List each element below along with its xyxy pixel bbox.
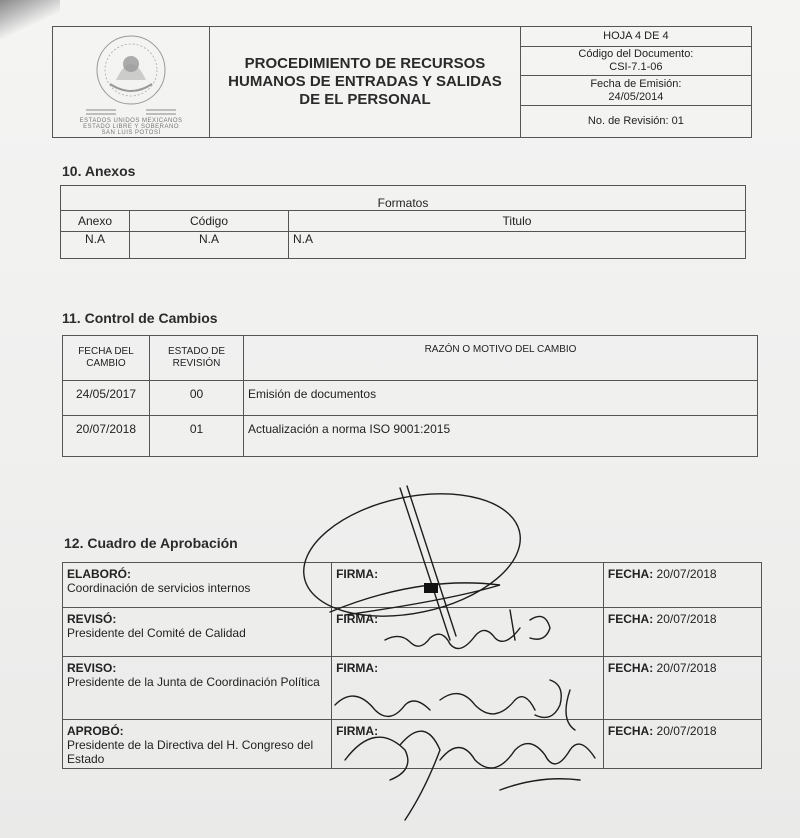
fecha-value: 20/07/2018 [656,724,717,738]
col-fecha-line-1: FECHA DEL [78,346,134,357]
fecha-cell [603,563,761,608]
role-cell [63,720,332,769]
col-codigo: Código [130,211,289,232]
logo-cell [53,27,210,138]
title-line-3: DE EL PERSONAL [299,91,431,108]
row-estado: 00 [150,381,244,416]
table-row [63,720,762,769]
row-razon: Actualización a norma ISO 9001:2015 [244,416,758,457]
fecha-value: 20/07/2018 [656,661,717,675]
table-row [63,608,762,657]
col-estado-line-2: REVISIÓN [172,358,221,369]
anexos-table [60,185,746,259]
document-code-value: CSI-7.1-06 [609,60,663,73]
col-fecha-line-2: CAMBIO [86,358,126,369]
codigo-value: N.A [130,232,289,259]
firma-cell [332,720,604,769]
fecha-value: 20/07/2018 [656,567,717,581]
issue-date-value: 24/05/2014 [608,90,664,103]
fecha-value: 20/07/2018 [656,612,717,626]
document-header [52,26,752,138]
firma-label: FIRMA: [336,612,379,626]
role-person: Coordinación de servicios internos [67,581,251,595]
document-code [520,46,751,76]
firma-cell [332,563,604,608]
page-corner-shadow [0,0,60,40]
col-estado-line-1: ESTADO DE [167,346,226,357]
section-aprobacion-title: 12. Cuadro de Aprobación [64,535,238,551]
col-titulo: Titulo [289,211,746,232]
role-person: Presidente de la Junta de Coordinación Política [67,675,320,689]
seal-text-bottom-1: ESTADO LIBRE Y SOBERANO [83,124,180,130]
fecha-cell [603,608,761,657]
role-label: APROBÓ: [67,724,124,738]
role-person: Presidente del Comité de Calidad [67,626,246,640]
firma-label: FIRMA: [336,724,379,738]
document-code-label: Código del Documento: [578,47,694,60]
section-cambios-title: 11. Control de Cambios [62,310,218,326]
fecha-cell [603,720,761,769]
firma-cell [332,608,604,657]
aprobacion-table [62,562,762,769]
coat-of-arms-seal-icon [76,28,186,118]
titulo-value: N.A [289,232,746,259]
table-row [63,381,758,416]
document-title [210,27,521,138]
firma-label: FIRMA: [336,567,379,581]
title-line-1: PROCEDIMIENTO DE RECURSOS [244,55,486,72]
sheet-number: HOJA 4 DE 4 [520,27,751,47]
seal-text-top: ESTADOS UNIDOS MEXICANOS [79,118,183,124]
cambios-table [62,335,758,457]
row-estado: 01 [150,416,244,457]
revision-number: No. de Revisión: 01 [520,106,751,138]
firma-cell [332,657,604,720]
role-label: REVISO: [67,661,117,675]
issue-date [520,76,751,106]
section-anexos-title: 10. Anexos [62,163,136,179]
row-fecha: 20/07/2018 [63,416,150,457]
fecha-label: FECHA: [607,724,654,738]
role-label: REVISÓ: [67,612,117,626]
firma-label: FIRMA: [336,661,379,675]
fecha-label: FECHA: [607,612,654,626]
issue-date-label: Fecha de Emisión: [590,77,682,90]
role-cell [63,657,332,720]
col-anexo: Anexo [61,211,130,232]
title-line-2: HUMANOS DE ENTRADAS Y SALIDAS [228,73,502,90]
row-fecha: 24/05/2017 [63,381,150,416]
col-razon: RAZÓN O MOTIVO DEL CAMBIO [244,336,758,381]
role-cell [63,608,332,657]
seal-text-bottom-2: SAN LUIS POTOSÍ [101,130,161,136]
anexo-value: N.A [61,232,130,259]
role-label: ELABORÓ: [67,567,131,581]
col-estado-revision [150,336,244,381]
anexos-table-title: Formatos [61,186,746,211]
row-razon: Emisión de documentos [244,381,758,416]
role-cell [63,563,332,608]
col-fecha-cambio [63,336,150,381]
table-row [63,563,762,608]
role-person: Presidente de la Directiva del H. Congreso del Estado [67,738,314,766]
fecha-label: FECHA: [607,661,654,675]
fecha-label: FECHA: [607,567,654,581]
table-row [63,657,762,720]
table-row [63,416,758,457]
fecha-cell [603,657,761,720]
